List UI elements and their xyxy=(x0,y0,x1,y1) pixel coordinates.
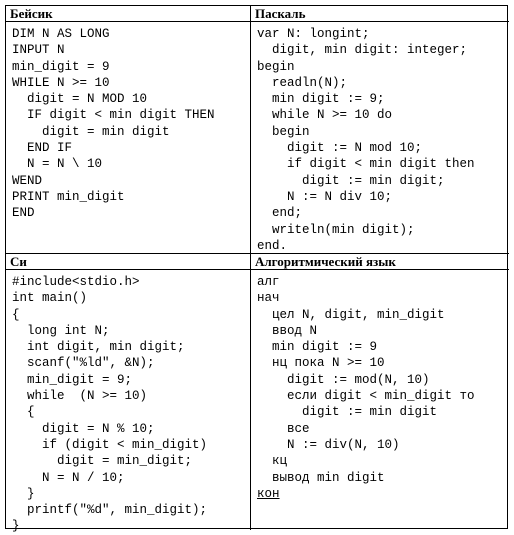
code-line: нач xyxy=(257,291,280,306)
code-line: { xyxy=(12,405,35,420)
pascal-header: Паскаль xyxy=(251,6,509,22)
code-line: END IF xyxy=(12,141,73,156)
code-line: все xyxy=(257,421,310,436)
basic-header: Бейсик xyxy=(6,6,250,22)
code-line: digit := N mod 10; xyxy=(257,141,423,156)
code-line: вывод min digit xyxy=(257,470,385,485)
code-line: PRINT min_digit xyxy=(12,189,125,204)
code-line: N = N \ 10 xyxy=(12,157,103,172)
code-line: нц пока N >= 10 xyxy=(257,356,385,371)
code-line: begin xyxy=(257,59,295,74)
basic-cell xyxy=(6,6,251,254)
code-line: digit = N % 10; xyxy=(12,421,155,436)
code-line: printf("%d", min_digit); xyxy=(12,503,208,518)
code-line: INPUT N xyxy=(12,43,65,58)
algo-cell xyxy=(251,254,509,530)
code-line: ввод N xyxy=(257,323,318,338)
code-line: min digit := 9; xyxy=(257,92,385,107)
code-line: end; xyxy=(257,206,303,221)
code-line: digit := min digit xyxy=(257,405,438,420)
code-line: } xyxy=(12,519,20,534)
code-line: readln(N); xyxy=(257,75,348,90)
code-line: digit := min digit; xyxy=(257,173,445,188)
code-line: N := N div 10; xyxy=(257,189,393,204)
code-line: кон xyxy=(257,486,280,501)
code-line: digit, min digit: integer; xyxy=(257,43,468,58)
code-line: WHILE N >= 10 xyxy=(12,75,110,90)
code-line: если digit < min_digit то xyxy=(257,389,475,404)
code-line: digit = min_digit; xyxy=(12,454,193,469)
code-line: end. xyxy=(257,238,288,253)
c-header: Си xyxy=(6,254,250,270)
code-line: digit = min digit xyxy=(12,124,170,139)
code-line: END xyxy=(12,206,35,221)
code-line: WEND xyxy=(12,173,43,188)
code-line: min digit := 9 xyxy=(257,340,378,355)
code-line: цел N, digit, min_digit xyxy=(257,307,445,322)
c-code xyxy=(6,270,250,535)
code-line: var N: longint; xyxy=(257,27,370,41)
code-line: алг xyxy=(257,275,280,289)
code-comparison-table xyxy=(5,5,508,534)
code-line: if digit < min digit then xyxy=(257,157,475,172)
code-line: begin xyxy=(257,124,310,139)
algo-code xyxy=(251,270,509,502)
code-line: if (digit < min_digit) xyxy=(12,437,208,452)
code-line: } xyxy=(12,486,35,501)
code-line: кц xyxy=(257,454,288,469)
code-line: DIM N AS LONG xyxy=(12,27,110,41)
code-line: digit = N MOD 10 xyxy=(12,92,148,107)
algo-header: Алгоритмический язык xyxy=(251,254,509,270)
c-cell xyxy=(6,254,251,534)
code-line: N = N / 10; xyxy=(12,470,125,485)
pascal-code xyxy=(251,22,509,254)
code-line: int main() xyxy=(12,291,88,306)
code-line: scanf("%ld", &N); xyxy=(12,356,155,371)
code-line: { xyxy=(12,307,20,322)
code-line: while N >= 10 do xyxy=(257,108,393,123)
code-line: N := div(N, 10) xyxy=(257,437,400,452)
code-line: writeln(min digit); xyxy=(257,222,415,237)
code-line: min_digit = 9; xyxy=(12,372,133,387)
code-line: IF digit < min digit THEN xyxy=(12,108,215,123)
code-line: int digit, min digit; xyxy=(12,340,185,355)
basic-code xyxy=(6,22,250,222)
code-line: min_digit = 9 xyxy=(12,59,110,74)
code-line: long int N; xyxy=(12,323,110,338)
code-line: while (N >= 10) xyxy=(12,389,148,404)
code-line: digit := mod(N, 10) xyxy=(257,372,430,387)
code-line: #include<stdio.h> xyxy=(12,275,140,289)
pascal-cell xyxy=(251,6,509,254)
